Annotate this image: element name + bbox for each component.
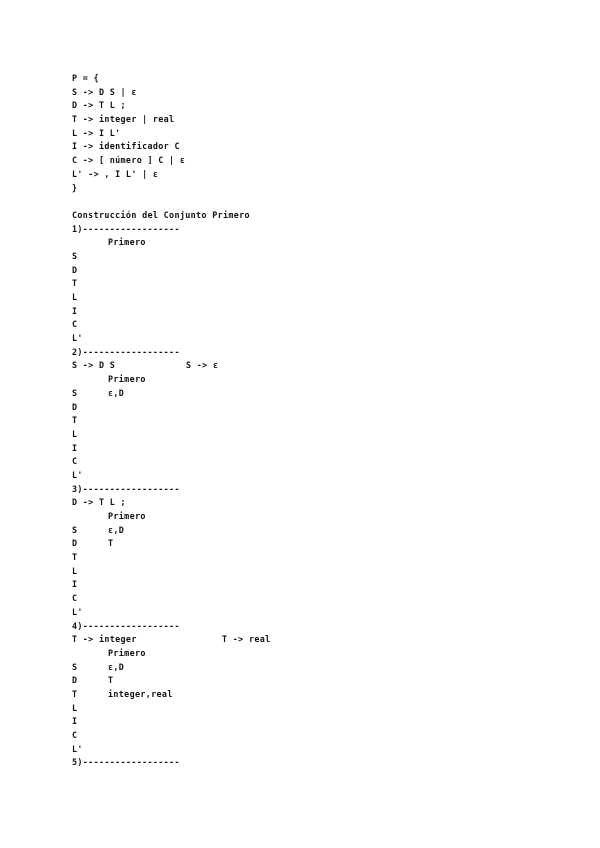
row-value: T	[108, 538, 114, 549]
production: S -> D S	[72, 360, 116, 371]
grammar-rule: C -> [ número ] C | ε	[72, 155, 186, 166]
row-symbol: T	[72, 415, 78, 426]
row-value	[108, 743, 552, 757]
row-value: T	[108, 675, 114, 686]
grammar-rule: L -> I L'	[72, 127, 121, 138]
step-label: 5)------------------	[72, 757, 180, 768]
first-set-row	[72, 524, 552, 538]
row-symbol: L'	[72, 333, 83, 344]
row-symbol: L	[72, 565, 78, 576]
grammar-rule: T -> integer | real	[72, 114, 175, 125]
first-set-row	[72, 305, 552, 319]
first-set-row	[72, 715, 552, 729]
production: T -> integer	[72, 634, 137, 645]
first-set-row	[72, 332, 552, 346]
grammar-rule: S -> D S | ε	[72, 86, 137, 97]
first-set-row	[72, 743, 552, 757]
step-productions	[72, 359, 552, 373]
row-value	[108, 250, 552, 264]
row-value	[108, 414, 552, 428]
production: T -> real	[222, 634, 271, 645]
step-label: 4)------------------	[72, 620, 180, 631]
row-symbol: C	[72, 319, 78, 330]
step-label: 1)------------------	[72, 223, 180, 234]
first-set-row	[72, 578, 552, 592]
row-symbol: L'	[72, 606, 83, 617]
row-value	[108, 318, 552, 332]
row-value	[108, 592, 552, 606]
row-value	[108, 715, 552, 729]
row-symbol: C	[72, 730, 78, 740]
row-symbol: S	[72, 250, 78, 261]
row-value	[108, 305, 552, 319]
step-productions	[72, 633, 552, 647]
row-value	[108, 291, 552, 305]
first-set-row	[72, 318, 552, 332]
row-symbol: D	[72, 675, 78, 686]
grammar-rule: D -> T L ;	[72, 100, 126, 111]
grammar-rule: I -> identificador C	[72, 141, 180, 152]
step-label: 3)------------------	[72, 483, 180, 494]
grammar-rule: L' -> , I L' | ε	[72, 168, 159, 179]
row-symbol: D	[72, 401, 78, 412]
column-header: Primero	[108, 237, 146, 248]
row-symbol: L'	[72, 743, 83, 754]
row-value	[108, 277, 552, 291]
production: S -> ε	[186, 360, 219, 371]
step-label: 2)------------------	[72, 346, 180, 357]
column-header: Primero	[108, 374, 146, 385]
row-value	[108, 469, 552, 483]
row-value: ε,D	[108, 661, 125, 672]
row-symbol: I	[72, 579, 78, 590]
row-symbol: I	[72, 716, 78, 727]
row-symbol: T	[72, 688, 78, 699]
section-title: Construcción del Conjunto Primero	[72, 209, 250, 220]
first-set-row	[72, 428, 552, 442]
row-symbol: T	[72, 278, 78, 289]
first-set-row	[72, 551, 552, 565]
first-set-row	[72, 401, 552, 415]
row-value	[108, 578, 552, 592]
first-set-row	[72, 537, 552, 551]
row-symbol: C	[72, 593, 78, 604]
row-symbol: T	[72, 552, 78, 563]
row-value	[108, 428, 552, 442]
first-set-row	[72, 688, 552, 702]
row-value	[108, 455, 552, 469]
production: D -> T L ;	[72, 497, 126, 508]
first-set-row	[72, 291, 552, 305]
row-value	[108, 729, 552, 743]
first-set-row	[72, 414, 552, 428]
first-set-row	[72, 729, 552, 743]
row-symbol: L'	[72, 469, 83, 480]
first-set-row	[72, 277, 552, 291]
row-symbol: L	[72, 428, 78, 439]
row-symbol: C	[72, 456, 78, 467]
row-value	[108, 332, 552, 346]
row-symbol: I	[72, 305, 78, 316]
first-set-row	[72, 455, 552, 469]
first-set-row	[72, 469, 552, 483]
spacer	[72, 195, 552, 209]
row-symbol: S	[72, 661, 78, 672]
row-value	[108, 551, 552, 565]
first-set-row	[72, 264, 552, 278]
column-header: Primero	[108, 511, 146, 521]
column-header: Primero	[108, 647, 146, 658]
row-symbol: S	[72, 387, 78, 398]
row-symbol: I	[72, 442, 78, 453]
row-value	[108, 702, 552, 716]
first-set-row	[72, 606, 552, 620]
grammar-footer: }	[72, 182, 78, 193]
row-symbol: D	[72, 538, 78, 549]
row-value	[108, 565, 552, 579]
first-set-row	[72, 387, 552, 401]
first-set-row	[72, 565, 552, 579]
first-set-row	[72, 661, 552, 675]
row-value: ε,D	[108, 387, 125, 398]
row-value	[108, 264, 552, 278]
row-symbol: D	[72, 264, 78, 275]
document-content	[72, 72, 552, 770]
row-value	[108, 442, 552, 456]
first-set-row	[72, 442, 552, 456]
row-value	[108, 401, 552, 415]
row-value: ε,D	[108, 524, 125, 535]
grammar-header: P = {	[72, 73, 99, 83]
first-set-row	[72, 702, 552, 716]
row-symbol: L	[72, 702, 78, 713]
first-set-row	[72, 592, 552, 606]
first-set-row	[72, 250, 552, 264]
row-symbol: S	[72, 524, 78, 535]
first-set-row	[72, 674, 552, 688]
row-value	[108, 606, 552, 620]
row-value: integer,real	[108, 688, 173, 699]
row-symbol: L	[72, 292, 78, 302]
